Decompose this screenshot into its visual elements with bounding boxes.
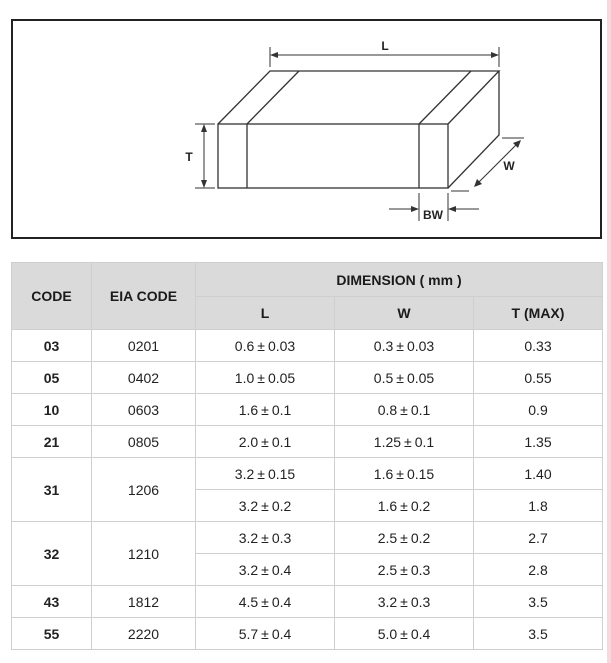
code-cell: 10: [12, 394, 92, 426]
l-dimension-cell: [196, 394, 335, 426]
l-tolerance: 0.4: [271, 625, 292, 642]
l-tolerance: 0.05: [267, 369, 296, 386]
w-tolerance: 0.03: [406, 337, 435, 354]
l-tolerance: 0.2: [271, 497, 292, 514]
l-dimension-cell: [196, 458, 335, 490]
code-cell: 32: [12, 522, 92, 586]
chip-drawing: [13, 21, 600, 237]
plus-minus-symbol: ±: [261, 561, 269, 578]
code-cell: 31: [12, 458, 92, 522]
table-row: [12, 458, 603, 490]
l-dimension-cell: [196, 426, 335, 458]
eia-code-cell: 0402: [92, 362, 196, 394]
table-row: [12, 362, 603, 394]
eia-code-cell: 1206: [92, 458, 196, 522]
dimension-table: [11, 262, 603, 650]
thickness-label: T: [185, 150, 193, 164]
plus-minus-symbol: ±: [400, 561, 408, 578]
chip-top-face: [218, 71, 499, 124]
plus-minus-symbol: ±: [261, 433, 269, 450]
w-dimension-cell: [335, 426, 474, 458]
l-nominal: 4.5: [238, 593, 259, 610]
plus-minus-symbol: ±: [396, 369, 404, 386]
width-label: W: [503, 159, 515, 173]
eia-code-cell: 0603: [92, 394, 196, 426]
l-nominal: 5.7: [238, 625, 259, 642]
w-nominal: 1.6: [373, 465, 394, 482]
l-dimension-cell: [196, 330, 335, 362]
header-w: W: [335, 297, 474, 330]
w-dimension-cell: [335, 458, 474, 490]
w-tolerance: 0.2: [410, 529, 431, 546]
code-cell: 05: [12, 362, 92, 394]
w-tolerance: 0.15: [406, 465, 435, 482]
plus-minus-symbol: ±: [257, 369, 265, 386]
w-dimension-cell: [335, 618, 474, 650]
w-tolerance: 0.05: [406, 369, 435, 386]
code-cell: 21: [12, 426, 92, 458]
code-cell: 55: [12, 618, 92, 650]
plus-minus-symbol: ±: [257, 337, 265, 354]
w-dimension-cell: [335, 522, 474, 554]
l-dimension-cell: [196, 362, 335, 394]
header-l: L: [196, 297, 335, 330]
plus-minus-symbol: ±: [400, 529, 408, 546]
eia-code-cell: 0201: [92, 330, 196, 362]
header-eia-code: EIA CODE: [92, 263, 196, 330]
code-cell: 03: [12, 330, 92, 362]
plus-minus-symbol: ±: [261, 593, 269, 610]
w-dimension-cell: [335, 490, 474, 522]
t-max-cell: 1.8: [474, 490, 603, 522]
plus-minus-symbol: ±: [261, 529, 269, 546]
plus-minus-symbol: ±: [400, 593, 408, 610]
table-row: [12, 330, 603, 362]
chip-front-face: [218, 124, 448, 188]
l-tolerance: 0.03: [267, 337, 296, 354]
plus-minus-symbol: ±: [396, 337, 404, 354]
eia-code-cell: 0805: [92, 426, 196, 458]
l-tolerance: 0.4: [271, 593, 292, 610]
t-max-cell: 3.5: [474, 586, 603, 618]
header-t-max: T (MAX): [474, 297, 603, 330]
length-label: L: [381, 39, 389, 53]
l-nominal: 0.6: [234, 337, 255, 354]
l-nominal: 1.6: [238, 401, 259, 418]
l-dimension-cell: [196, 554, 335, 586]
t-max-cell: 1.35: [474, 426, 603, 458]
w-tolerance: 0.1: [414, 433, 435, 450]
w-nominal: 0.3: [373, 337, 394, 354]
l-nominal: 3.2: [238, 497, 259, 514]
w-dimension-cell: [335, 554, 474, 586]
eia-code-cell: 1210: [92, 522, 196, 586]
w-nominal: 3.2: [377, 593, 398, 610]
w-nominal: 1.6: [377, 497, 398, 514]
plus-minus-symbol: ±: [400, 497, 408, 514]
table-row: [12, 586, 603, 618]
plus-minus-symbol: ±: [400, 625, 408, 642]
l-nominal: 2.0: [238, 433, 259, 450]
w-dimension-cell: [335, 330, 474, 362]
l-nominal: 3.2: [238, 529, 259, 546]
t-max-cell: 3.5: [474, 618, 603, 650]
l-dimension-cell: [196, 586, 335, 618]
w-nominal: 2.5: [377, 529, 398, 546]
l-nominal: 1.0: [234, 369, 255, 386]
w-tolerance: 0.1: [410, 401, 431, 418]
w-tolerance: 0.4: [410, 625, 431, 642]
band-width-label: BW: [423, 208, 443, 222]
table-row: [12, 394, 603, 426]
w-tolerance: 0.2: [410, 497, 431, 514]
t-max-cell: 2.7: [474, 522, 603, 554]
header-code: CODE: [12, 263, 92, 330]
plus-minus-symbol: ±: [404, 433, 412, 450]
plus-minus-symbol: ±: [261, 497, 269, 514]
eia-code-cell: 2220: [92, 618, 196, 650]
plus-minus-symbol: ±: [396, 465, 404, 482]
l-nominal: 3.2: [238, 561, 259, 578]
t-max-cell: 1.40: [474, 458, 603, 490]
page-edge-strip: [607, 0, 611, 663]
w-nominal: 1.25: [373, 433, 402, 450]
l-dimension-cell: [196, 490, 335, 522]
table-body: [12, 330, 603, 650]
t-max-cell: 0.33: [474, 330, 603, 362]
l-tolerance: 0.15: [267, 465, 296, 482]
plus-minus-symbol: ±: [261, 401, 269, 418]
t-max-cell: 0.55: [474, 362, 603, 394]
table-row: [12, 426, 603, 458]
l-tolerance: 0.1: [271, 433, 292, 450]
chip-dimension-diagram: [11, 19, 602, 239]
l-nominal: 3.2: [234, 465, 255, 482]
plus-minus-symbol: ±: [261, 625, 269, 642]
w-nominal: 2.5: [377, 561, 398, 578]
header-dimension: DIMENSION ( mm ): [196, 263, 603, 297]
w-nominal: 0.8: [377, 401, 398, 418]
table-row: [12, 618, 603, 650]
w-nominal: 5.0: [377, 625, 398, 642]
code-cell: 43: [12, 586, 92, 618]
w-nominal: 0.5: [373, 369, 394, 386]
t-max-cell: 2.8: [474, 554, 603, 586]
t-max-cell: 0.9: [474, 394, 603, 426]
l-dimension-cell: [196, 618, 335, 650]
l-dimension-cell: [196, 522, 335, 554]
chip-right-face: [448, 71, 499, 188]
l-tolerance: 0.4: [271, 561, 292, 578]
w-dimension-cell: [335, 362, 474, 394]
w-tolerance: 0.3: [410, 561, 431, 578]
w-tolerance: 0.3: [410, 593, 431, 610]
plus-minus-symbol: ±: [257, 465, 265, 482]
eia-code-cell: 1812: [92, 586, 196, 618]
w-dimension-cell: [335, 586, 474, 618]
l-tolerance: 0.1: [271, 401, 292, 418]
table-row: [12, 522, 603, 554]
w-dimension-cell: [335, 394, 474, 426]
plus-minus-symbol: ±: [400, 401, 408, 418]
l-tolerance: 0.3: [271, 529, 292, 546]
